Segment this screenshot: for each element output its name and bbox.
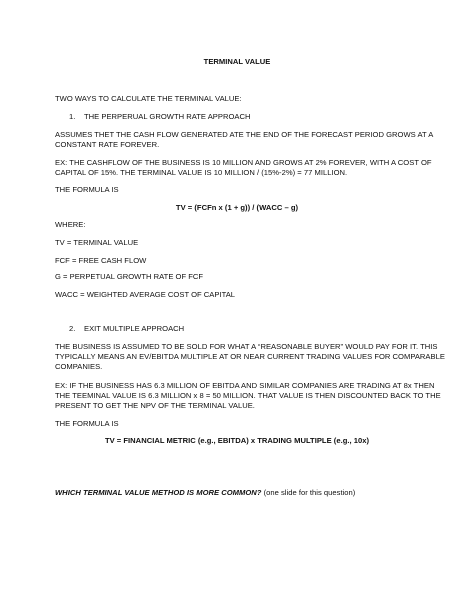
question-text: WHICH TERMINAL VALUE METHOD IS MORE COMMON? — [55, 488, 262, 497]
section2-example-line: THE TEEMINAL VALUE IS 6.3 MILLION x 8 = 50 MILLION. THAT VALUE IS THEN DISCOUNTED BACK TO THE — [55, 391, 441, 400]
definition-item: TV = TERMINAL VALUE — [55, 238, 139, 247]
section1-formula-intro: THE FORMULA IS — [55, 185, 119, 194]
section1-number: 1. — [69, 112, 76, 121]
section2-paragraph-line: THE BUSINESS IS ASSUMED TO BE SOLD FOR WHAT A “REASONABLE BUYER” WOULD PAY FOR IT. THIS — [55, 342, 438, 351]
definition-item: FCF = FREE CASH FLOW — [55, 256, 147, 265]
question-note: (one slide for this question) — [261, 488, 356, 497]
page-title: TERMINAL VALUE — [203, 57, 271, 66]
section2-number: 2. — [69, 324, 76, 333]
section2-formula-intro: THE FORMULA IS — [55, 419, 119, 428]
section1-paragraph-line: CONSTANT RATE FOREVER. — [55, 140, 160, 149]
intro-text: TWO WAYS TO CALCULATE THE TERMINAL VALUE: — [55, 94, 242, 103]
section2-example-line: PRESENT TO GET THE NPV OF THE TERMINAL VALUE. — [55, 401, 255, 410]
section2-formula: TV = FINANCIAL METRIC (e.g., EBITDA) x TRADING MULTIPLE (e.g., 10x) — [104, 436, 370, 445]
section2-paragraph-line: TYPICALLY MEANS AN EV/EBITDA MULTIPLE AT OR NEAR CURRENT TRADING VALUES FOR COMPARABLE — [55, 352, 445, 361]
section1-paragraph-line: ASSUMES THET THE CASH FLOW GENERATED ATE THE END OF THE FORECAST PERIOD GROWS AT A — [55, 130, 434, 139]
section1-example-line: EX: THE CASHFLOW OF THE BUSINESS IS 10 MILLION AND GROWS AT 2% FOREVER, WITH A COST OF — [55, 158, 432, 167]
section1-heading: THE PERPERUAL GROWTH RATE APPROACH — [84, 112, 251, 121]
section2-example-line: EX: IF THE BUSINESS HAS 6.3 MILLION OF EBITDA AND SIMILAR COMPANIES ARE TRADING AT 8x THEN — [55, 381, 435, 390]
definition-item: WACC = WEIGHTED AVERAGE COST OF CAPITAL — [55, 290, 236, 299]
where-label: WHERE: — [55, 220, 86, 229]
section1-example-line: CAPITAL OF 15%. THE TERMINAL VALUE IS 10 MILLION / (15%-2%) = 77 MILLION. — [55, 168, 348, 177]
section2-heading: EXIT MULTIPLE APPROACH — [84, 324, 185, 333]
definition-item: G = PERPETUAL GROWTH RATE OF FCF — [55, 272, 204, 281]
section1-formula: TV = (FCFn x (1 + g)) / (WACC – g) — [175, 203, 299, 212]
section2-paragraph-line: COMPANIES. — [55, 362, 103, 371]
closing-question — [55, 488, 355, 498]
